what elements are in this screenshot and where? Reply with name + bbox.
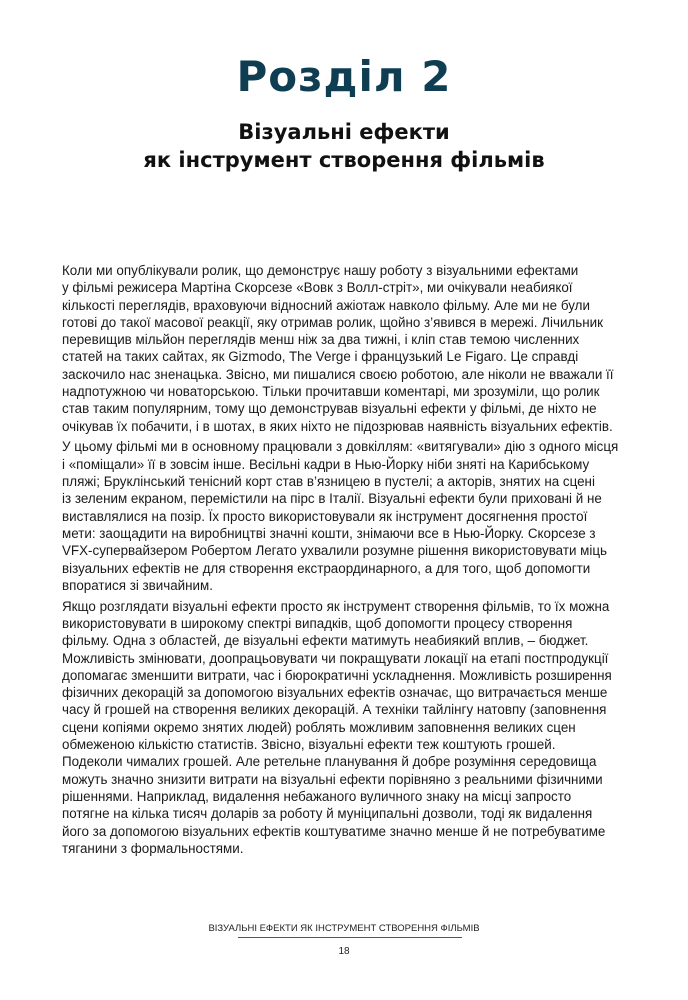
- text-line: мети: заощадити на виробництві значні кошти, знімаючи все в Нью-Йорку. Скорсезе з: [62, 525, 596, 541]
- chapter-subtitle: [0, 118, 688, 174]
- text-line: сцени копіями окремо знятих людей) роблять можливим заповнення великих сцен: [62, 719, 576, 735]
- running-footer: ВІЗУАЛЬНІ ЕФЕКТИ ЯК ІНСТРУМЕНТ СТВОРЕННЯ ФІЛЬМІВ: [208, 923, 480, 934]
- text-line: його за допомогою візуальних ефектів коштуватиме значно менше й не потребуватиме: [62, 823, 606, 839]
- text-line: пляжі; Бруклінський тенісний корт став в’язницею в пустелі; а акторів, знятих на сцені: [62, 474, 595, 490]
- text-line: готові до такої масової реакції, яку отримав ролик, щойно з’явився в мережі. Лічильник: [62, 314, 603, 330]
- text-line: Можливість змінювати, доопрацьовувати чи покращувати локації на етапі постпродукції: [62, 650, 609, 666]
- text-line: впоратися зі звичайним.: [62, 577, 213, 593]
- text-line: кількості переглядів, враховуючи відносний ажіотаж навколо фільму. Але ми не були: [62, 297, 590, 313]
- paragraph: [62, 438, 642, 594]
- text-line: VFX-супервайзером Робертом Легато ухвалили розумне рішення використовувати міць: [62, 543, 607, 559]
- subtitle-line: Візуальні ефекти: [238, 120, 450, 144]
- page-number: 18: [338, 946, 350, 957]
- text-line: у фільмі режисера Мартіна Скорсезе «Вовк з Волл-стріт», ми очікували неабиякої: [62, 280, 573, 296]
- text-line: допомагає зменшити витрати, час і бюрократичні ускладнення. Можливість розширення: [62, 667, 612, 683]
- text-line: і «поміщали» її в зовсім інше. Весільні кадри в Нью-Йорку ніби зняті на Карибському: [62, 456, 590, 472]
- text-line: У цьому фільмі ми в основному працювали з довкіллям: «витягували» дію з одного місця: [62, 439, 619, 455]
- text-line: фізичних декорацій за допомогою візуальних ефектів означає, що витрачається менше: [62, 685, 608, 701]
- paragraph: [62, 598, 642, 857]
- chapter-title: Розділ 2: [236, 52, 452, 101]
- text-line: перевищив мільйон переглядів менш ніж за два тижні, і кліп став темою численних: [62, 332, 580, 348]
- text-line: статей на таких сайтах, як Gizmodo, The Verge і французький Le Figaro. Це справді: [62, 349, 579, 365]
- text-line: фільму. Одна з областей, де візуальні ефекти матимуть неабиякий вплив, – бюджет.: [62, 633, 589, 649]
- text-line: можуть значно знизити витрати на візуальні ефекти порівняно з реальними фізичними: [62, 771, 603, 787]
- subtitle-line: як інструмент створення фільмів: [143, 148, 545, 172]
- text-line: із зеленим екраном, перемістили на пірс в Італії. Візуальні ефекти були приховані й не: [62, 491, 602, 507]
- text-line: візуальних ефектів не для створення екстраординарного, а для того, щоб допомогти: [62, 560, 591, 576]
- text-line: очікував їх побачити, і в шотах, в яких ніхто не підозрював наявність візуальних ефектів.: [62, 418, 613, 434]
- text-line: виставлялися на позір. Їх просто використовували як інструмент досягнення простої: [62, 508, 588, 524]
- text-line: використовувати в широкому спектрі випадків, щоб допомогти процесу створення: [62, 615, 573, 631]
- text-line: рішеннями. Наприклад, видалення небажаного вуличного знаку на місці запросто: [62, 788, 572, 804]
- text-line: Якщо розглядати візуальні ефекти просто як інструмент створення фільмів, то їх можна: [62, 598, 610, 614]
- text-line: часу й грошей на створення великих декорацій. А техніки тайлінгу натовпу (заповнення: [62, 702, 607, 718]
- text-line: Коли ми опублікували ролик, що демонструє нашу роботу з візуальними ефектами: [62, 263, 579, 278]
- text-line: став таким популярним, тому що демонстрував візуальні ефекти у фільмі, де ніхто не: [62, 401, 597, 417]
- paragraph: [62, 262, 642, 435]
- text-line: заскочило нас зненацька. Звісно, ми пишалися своєю роботою, але ніколи не вважали її: [62, 366, 614, 382]
- footer-rule: [238, 937, 462, 938]
- text-line: надпотужною чи новаторською. Тільки прочитавши коментарі, ми зрозуміли, що ролик: [62, 384, 600, 400]
- text-line: тяганини з формальностями.: [62, 840, 244, 856]
- body-text: [62, 262, 642, 861]
- text-line: Подеколи чималих грошей. Але ретельне планування й добре розуміння середовища: [62, 754, 597, 770]
- text-line: потягне на кілька тисяч доларів за роботу й муніципальні дозволи, тоді як видалення: [62, 806, 593, 822]
- text-line: обмеженою кількістю статистів. Звісно, візуальні ефекти теж коштують грошей.: [62, 737, 556, 753]
